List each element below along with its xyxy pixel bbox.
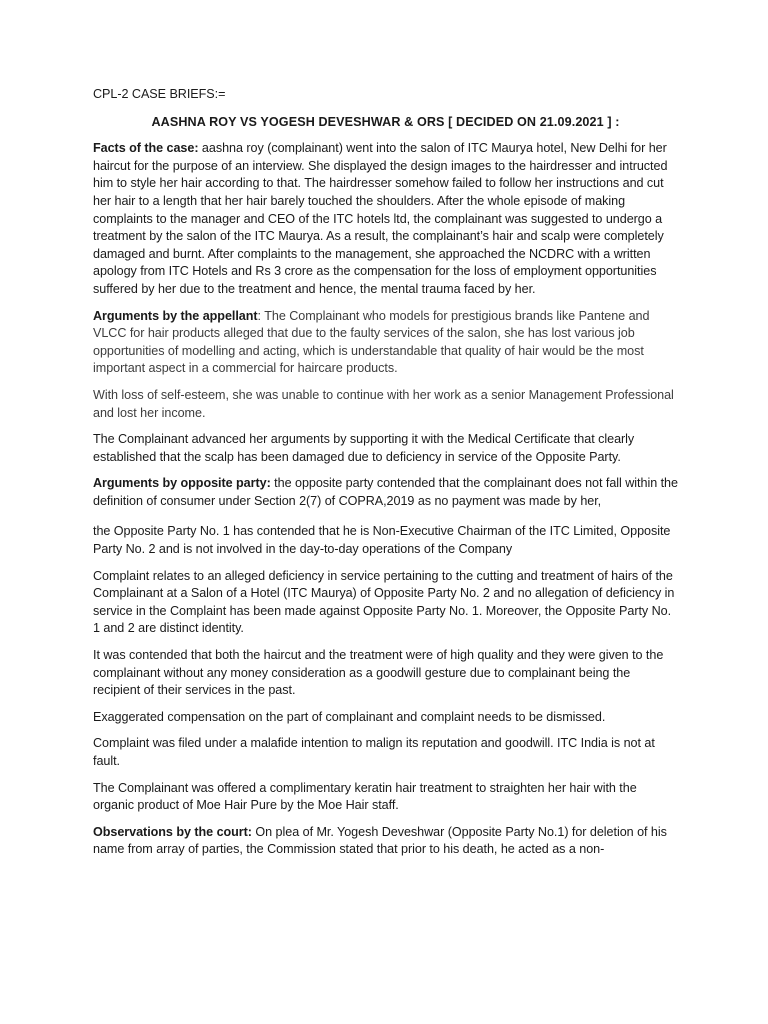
opposite-paragraph xyxy=(93,475,678,510)
contended-paragraph: It was contended that both the haircut and the treatment were of high quality and they were given to the complainant without any money consideration as a goodwill gesture due to complainant being the recipient of their services in the past. xyxy=(93,648,664,698)
exaggerated-paragraph: Exaggerated compensation on the part of complainant and complaint needs to be dismissed. xyxy=(93,709,606,724)
facts-text: aashna roy (complainant) went into the salon of ITC Maurya hotel, New Delhi for her haircut for the purpose of an interview. She displayed the design images to the hairdresser and intructed him to style her hair according to that. The hairdresser somehow failed to follow her instructions and cut her hair to a length that her hair barely touched the shoulders. After the whole episode of making complaints to the manager and CEO of the ITC hotels ltd, the complainant was suggested to undergo a treatment by the salon of the ITC Maurya. As a result, the complainant’s hair and scalp were completely damaged and burnt. After complaints to the management, she approached the NCDRC with a written apology from ITC Hotels and Rs 3 crore as the compensation for the loss of employment opportunities suffered by her due to the treatment and hence, the mental trauma faced by her. xyxy=(93,141,668,296)
document-header: CPL-2 CASE BRIEFS:= xyxy=(93,87,226,101)
medical-paragraph: The Complainant advanced her arguments by supporting it with the Medical Certificate that clearly established that the scalp has been damaged due to deficiency in service of the Opposite Party. xyxy=(93,432,635,464)
observations-text: On plea of Mr. Yogesh Deveshwar (Opposite Party No.1) for deletion of his name from array of parties, the Commission stated that prior to his death, he acted as a non- xyxy=(93,824,667,857)
appellant-text: : The Complainant who models for prestigious brands like Pantene and VLCC for hair products alleged that due to the faulty services of the salon, she has lost various job opportunities of modelling and acting, which is understandable that quality of hair would be the most important aspect in a commercial for haircare products. xyxy=(93,308,650,376)
facts-paragraph xyxy=(93,140,678,298)
observations-label: Observations by the court: xyxy=(93,824,252,839)
malafide-paragraph: Complaint was filed under a malafide intention to malign its reputation and goodwill. ITC India is not at fault. xyxy=(93,736,655,768)
opposite-text: the opposite party contended that the complainant does not fall within the definition of consumer under Section 2(7) of COPRA,2019 as no payment was made by her, xyxy=(93,476,678,508)
opposite-label: Arguments by opposite party: xyxy=(93,476,271,491)
appellant-paragraph xyxy=(93,308,678,378)
appellant-label: Arguments by the appellant xyxy=(93,308,258,323)
complaint-relates-paragraph: Complaint relates to an alleged deficiency in service pertaining to the cutting and treatment of hairs of the Complainant at a Salon of a Hotel (ITC Maurya) of Opposite Party No. 2 and no allegation of deficiency in service in the Complaint has been made against Opposite Party No. 1. Moreover, the Opposite Party No. 1 and 2 are distinct identity. xyxy=(93,568,675,636)
document-page xyxy=(93,86,678,868)
case-title: AASHNA ROY VS YOGESH DEVESHWAR & ORS [ DECIDED ON 21.09.2021 ] : xyxy=(151,114,620,129)
op1-paragraph: the Opposite Party No. 1 has contended that he is Non-Executive Chairman of the ITC Limited, Opposite Party No. 2 and is not involved in the day-to-day operations of the Company xyxy=(93,524,671,557)
keratin-paragraph: The Complainant was offered a complimentary keratin hair treatment to straighten her hair with the organic product of Moe Hair Pure by the Moe Hair staff. xyxy=(93,780,637,813)
facts-label: Facts of the case: xyxy=(93,141,199,156)
observations-paragraph xyxy=(93,824,678,859)
self-esteem-paragraph: With loss of self-esteem, she was unable to continue with her work as a senior Management Professional and lost her income. xyxy=(93,387,674,420)
